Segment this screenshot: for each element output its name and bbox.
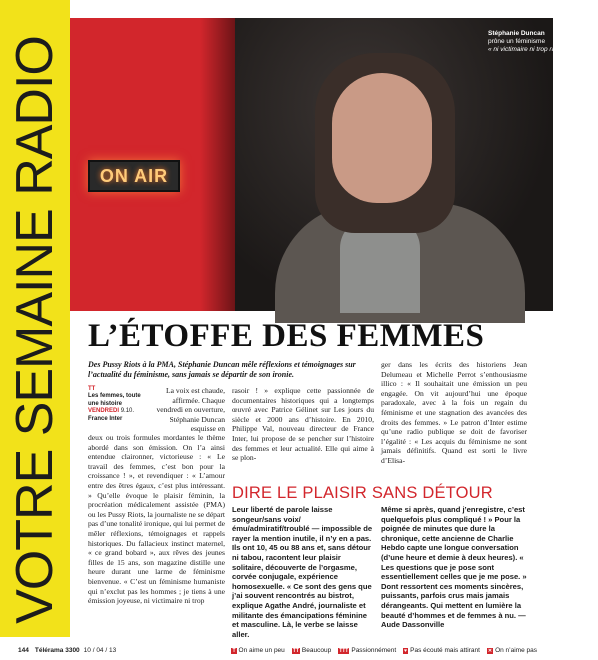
on-air-sign [88, 160, 180, 192]
legend-label: On n’aime pas [495, 647, 537, 654]
body-column-1: deux ou trois formules mordantes le thème abordé dans son émission. On l’a ainsi entendue claironner, victorieuse : « Le travail des femmes, c’est bon pour la croissance ! », et revendiquer : « L’amour entre des êtres égaux, c’est plus intéressant. » Qu’elle évoque le plaisir féminin, la procréation médicalement assistée (PMA) ou les Pussy Riots, la journaliste ne se départ pas d’une tonalité ironique, qui lui permet de mêler réflexions, témoignages et rappels historiques. Du fallacieux instinct maternel, « ce grand bobard », aux rêves des jeunes filles de 15 ans, son magazine distille une heure durant une larme de féminisme bienvenue. « C’est un féminisme humaniste qui n’exclut pas les hommes ; je tiens à une émission joyeuse, ni victimaire ni trop [88, 433, 225, 606]
rating-ttt-icon: TTT [339, 647, 349, 654]
page-number: 144 [18, 647, 29, 654]
subject-face [332, 73, 432, 203]
body-column-3: ger dans les écrits des historiens Jean Delumeau et Michelle Perrot s’enthousiasme illico : « Il souhaitait une émission un peu engagée. On vit aujourd’hui une époque paradoxale, avec à la fois un regain du féminisme et une stagnation des avancées des droits des femmes. » Le patron d’Inter estime qu’une radio publique se doit de favoriser l’égalité : « Les acquis du féminisme ne sont jamais définitifs. Quand est sorti le livre d’Elisa- [381, 360, 527, 465]
issue-date: 10 / 04 / 13 [83, 647, 117, 654]
legend-item [487, 647, 537, 654]
legend-item [338, 647, 396, 654]
section-title: VOTRE SEMAINE RADIO [6, 36, 64, 624]
rating-t-icon: T [232, 647, 236, 654]
body-column-1-top: La voix est chaude, affirmée. Chaque vendredi en ouverture, Stéphanie Duncan esquisse en [156, 386, 225, 434]
legend-label: Beaucoup [301, 647, 332, 654]
body-column-2: rasoir ! » explique cette passionnée de documentaires historiques qui a longtemps œuvré avec Patrice Gélinet sur Les jours du siècle et 2000 ans d’histoire. En 2010, Philippe Val, nouveau directeur de France Inter, lui propose de se pencher sur l’histoire des femmes et leur actualité. Elle qui aime à se plon- [232, 386, 374, 463]
article-headline: L’ÉTOFFE DES FEMMES [88, 318, 485, 354]
show-info-box [88, 386, 144, 423]
heart-icon: ♥ [404, 647, 408, 654]
legend-label: Passionnément [351, 647, 397, 654]
legend-item [403, 647, 480, 654]
legend-label: On aime un peu [238, 647, 285, 654]
cross-icon: ✕ [487, 647, 493, 654]
wall-shadow [200, 18, 240, 311]
photo-caption [488, 30, 598, 54]
sidebar-column-left: Leur liberté de parole laisse songeur/sans voix/ému/admiratif/troublé — impossible de rayer la mention inutile, il n’y en a pas. Ils ont 10, 45 ou 88 ans et, sans détour ni tabou, racontent leur plaisir solitaire, découverte de l’orgasme, corvée conjugale, expérience homosexuelle. « Ce sont des gens que j’ai souvent rencontrés au bistrot, explique Agathe André, journaliste et militante des émancipations féminine et masculine. Là, le verbe se laisse aller. [232, 505, 373, 639]
sidebar-column-right: Même si après, quand j’enregistre, c’est quelquefois plus compliqué ! » Pour la poignée de minutes que dure la chronique, cette ancienne de Charlie Hebdo capte une longue conversation (d’une heure et demie à deux heures). « Les questions que je pose sont essentiellement celles que je me pose. » Dont ressortent ces moments sincères, puissants, parfois crus mais jamais dérangeants. Qui mettent en lumière la beauté d’hommes et de femmes à nu. — Aude Dassonville [381, 505, 527, 630]
caption-quote: « ni victimaire ni trop rasoir ». [488, 46, 573, 53]
show-station: France Inter [88, 415, 123, 422]
rating-tt-icon: TT [292, 647, 299, 654]
legend-item [231, 647, 284, 654]
rating-legend [231, 647, 537, 654]
show-day: VENDREDI [88, 408, 120, 415]
show-time: 9.10. [120, 408, 135, 415]
rating-badge: TT [88, 386, 96, 392]
magazine-name: Télérama 3300 [34, 647, 80, 654]
caption-name: Stéphanie Duncan [488, 30, 545, 37]
show-title: Les femmes, toute une histoire [88, 393, 141, 407]
section-subhead: DIRE LE PLAISIR SANS DÉTOUR [232, 484, 493, 502]
on-air-text: ON AIR [99, 165, 169, 186]
article-photo [70, 18, 573, 311]
page-footer [0, 641, 553, 660]
caption-text: prône un féminisme [488, 38, 546, 45]
legend-label: Pas écouté mais attirant [410, 647, 480, 654]
section-band [0, 0, 70, 637]
article-lede: Des Pussy Riots à la PMA, Stéphanie Duncan mêle réflexions et témoignages sur l’actualité du féminisme, sans jamais se départir de son ironie. [88, 360, 356, 379]
legend-item [292, 647, 331, 654]
